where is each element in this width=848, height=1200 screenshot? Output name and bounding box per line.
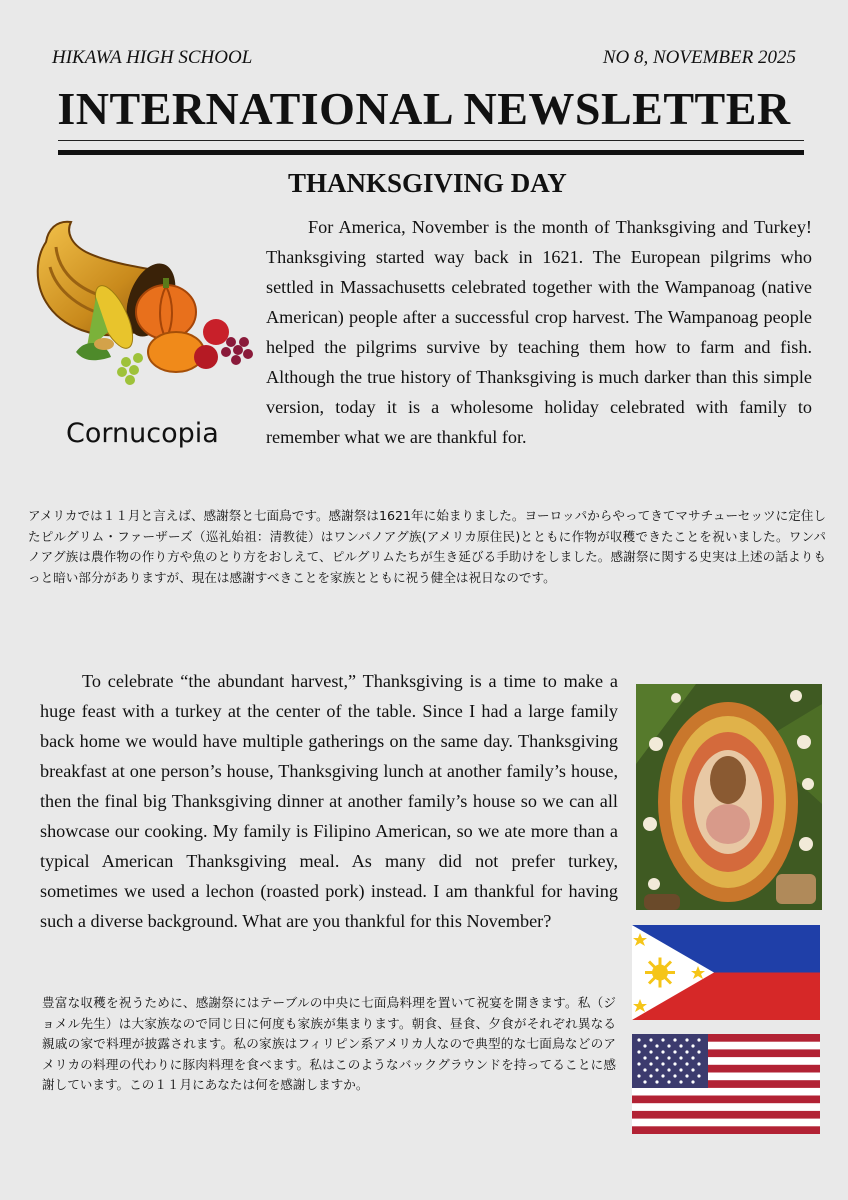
cornucopia-image <box>26 212 256 402</box>
feast-photo <box>636 684 822 910</box>
cornucopia-caption: Cornucopia <box>66 418 219 449</box>
paragraph-english-2 <box>40 666 618 936</box>
paragraph-english-1-text: For America, November is the month of Thanksgiving and Turkey! Thanksgiving started way back in 1621. The European pilgrims who settled in Massachusetts celebrated together with the Wampanoag (native American) people after a successful crop harvest. The Wampanoag people helped the pilgrims survive by teaching them how to farm and fish. Although the true history of Thanksgiving is much darker than this simple version, today it is a wholesome holiday celebrated with family to remember what we are thankful for. <box>266 217 812 447</box>
paragraph-english-2-text: To celebrate “the abundant harvest,” Thanksgiving is a time to make a huge feast with a turkey at the center of the table. Since I had a large family back home we would have multiple gatherings on the same day. Thanksgiving breakfast at one person’s house, Thanksgiving lunch at another family’s house, then the final big Thanksgiving dinner at another family’s house so we can all showcase our cooking. My family is Filipino American, so we ate more than a typical American Thanksgiving meal. As many did not prefer turkey, sometimes we used a lechon (roasted pork) instead. I am thankful for having such a diverse background. What are you thankful for this November? <box>40 671 618 931</box>
newsletter-title: INTERNATIONAL NEWSLETTER <box>57 83 791 134</box>
us-flag-image <box>632 1034 820 1134</box>
paragraph-japanese-1: アメリカでは１１月と言えば、感謝祭と七面鳥です。感謝祭は1621年に始まりました。ヨーロッパからやってきてマサチューセッツに定住したピルグリム・ファーザーズ（巡礼始祖：清教徒）はワンパノアグ族(アメリカ原住民)とともに作物が収穫できたことを祝いました。ワンパノアグ族は農作物の作り方や魚のとり方をおしえて、ピルグリムたちが生き延びる手助けをしました。感謝祭に関する史実は上述の話よりもっと暗い部分がありますが、現在は感謝すべきことを家族とともに祝う健全は祝日なのです。 <box>28 508 826 585</box>
article-headline: THANKSGIVING DAY <box>288 168 567 198</box>
paragraph-japanese-2: 豊富な収穫を祝うために、感謝祭にはテーブルの中央に七面鳥料理を置いて祝宴を開きます。私（ジョメル先生）は大家族なので同じ日に何度も家族が集まります。朝食、昼食、夕食がそれぞれ異なる親戚の家で料理が披露されます。私の家族はフィリピン系アメリカ人なので典型的な七面鳥などのアメリカの料理の代わりに豚肉料理を食べます。私はこのようなバックグラウンドを持ってることに感謝しています。この１１月にあなたは何を感謝しますか。 <box>42 995 616 1093</box>
title-rule-thick <box>58 150 804 155</box>
philippine-flag-image <box>632 925 820 1020</box>
school-name: HIKAWA HIGH SCHOOL <box>52 47 253 68</box>
title-rule-thin <box>58 140 804 141</box>
issue-date: NO 8, NOVEMBER 2025 <box>602 47 796 68</box>
paragraph-english-1 <box>266 212 812 452</box>
